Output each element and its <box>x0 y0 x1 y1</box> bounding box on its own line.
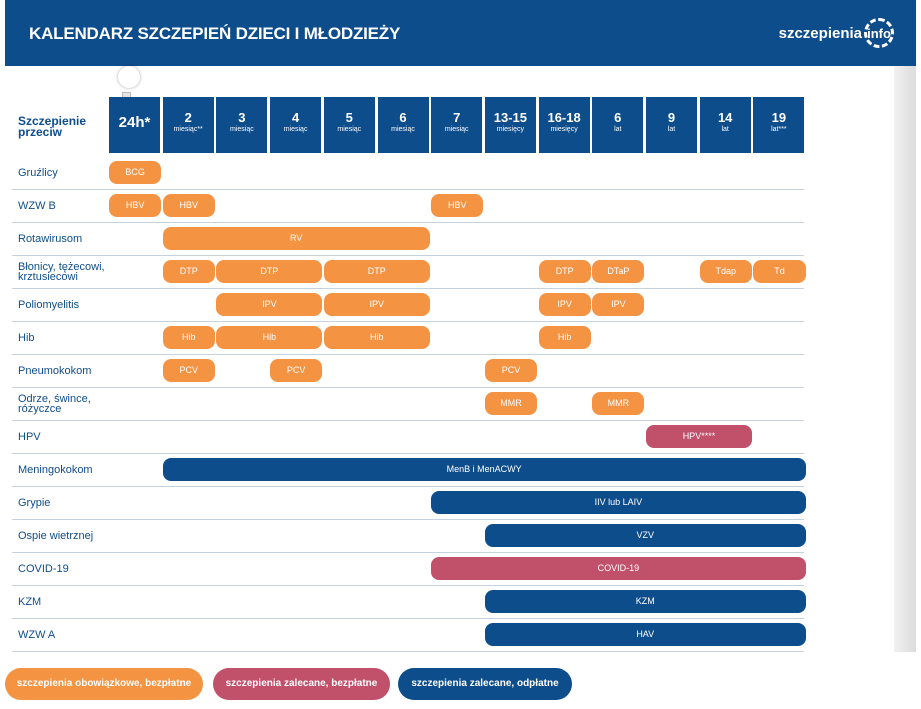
vaccine-row-label-line: krztusiecowi <box>18 271 78 283</box>
vaccine-dose-pill: DTaP <box>592 260 644 283</box>
vaccine-row-label-line: różyczce <box>18 403 62 415</box>
logo[interactable] <box>779 18 894 48</box>
row-divider <box>12 288 804 289</box>
age-value: 6 <box>399 110 407 125</box>
age-column-header <box>378 97 429 153</box>
age-value: 19 <box>771 110 787 125</box>
vaccine-dose-pill: Hib <box>216 326 322 349</box>
vaccine-row-label-line: Błonicy, tężecowi, <box>18 261 105 273</box>
age-column-header <box>163 97 214 153</box>
vaccine-dose-pill: DTP <box>216 260 322 283</box>
age-unit: miesiąc <box>337 126 362 133</box>
vaccine-row-label <box>18 432 41 442</box>
vaccine-row-label-line: Poliomyelitis <box>18 299 80 311</box>
age-column-header <box>270 97 321 153</box>
vaccine-dose-pill: Tdap <box>700 260 752 283</box>
vaccine-dose-pill: HPV**** <box>646 425 752 448</box>
row-divider <box>12 651 804 652</box>
vaccine-dose-pill: KZM <box>485 590 806 613</box>
age-column-header <box>700 97 751 153</box>
age-unit: miesiąc <box>444 126 469 133</box>
age-value: 9 <box>667 110 676 125</box>
vaccine-dose-pill: IPV <box>216 293 322 316</box>
page-header <box>5 0 916 66</box>
vaccine-dose-pill: DTP <box>163 260 215 283</box>
vaccine-dose-pill: IPV <box>539 293 591 316</box>
vaccine-row-label <box>18 394 91 414</box>
vaccine-row-label-line: WZW B <box>18 200 56 212</box>
vaccine-row-label <box>18 300 79 310</box>
vaccine-row-label-line: Odrze, śwince, <box>18 393 91 405</box>
vaccine-dose-pill: PCV <box>163 359 215 382</box>
row-divider <box>12 519 804 520</box>
vaccine-dose-pill: MMR <box>485 392 537 415</box>
age-column-header <box>324 97 375 153</box>
age-unit: miesiąc <box>391 126 415 133</box>
vaccine-dose-pill: HBV <box>163 194 215 217</box>
vaccine-dose-pill: IPV <box>592 293 644 316</box>
age-value: 4 <box>291 110 300 125</box>
age-unit: miesięcy <box>496 126 524 133</box>
age-value: 13-15 <box>493 110 528 125</box>
age-column-header <box>646 97 697 153</box>
vaccine-dose-pill: PCV <box>270 359 322 382</box>
vaccine-row-label-line: WZW A <box>18 629 56 641</box>
age-unit: lat <box>721 126 729 133</box>
age-value: 16-18 <box>547 110 581 125</box>
vaccine-dose-pill: PCV <box>485 359 537 382</box>
age-value: 5 <box>345 110 353 125</box>
vaccine-row-label-line: Meningokokom <box>18 464 93 476</box>
row-divider <box>12 321 804 322</box>
vaccine-dose-pill: HBV <box>109 194 161 217</box>
row-divider <box>12 453 804 454</box>
age-column-header <box>485 97 536 153</box>
vaccine-dose-pill: MenB i MenACWY <box>163 458 806 481</box>
vaccine-dose-pill: DTP <box>539 260 591 283</box>
age-value: 7 <box>453 110 461 125</box>
age-value: 24h* <box>118 114 151 131</box>
vaccine-row-label-line: Hib <box>18 332 35 344</box>
vaccine-row-label-line: COVID-19 <box>18 563 69 575</box>
age-unit: lat*** <box>771 126 787 133</box>
row-divider <box>12 189 804 190</box>
vaccine-dose-pill: RV <box>163 227 430 250</box>
age-value: 3 <box>238 110 246 125</box>
vaccine-dose-pill: Hib <box>324 326 430 349</box>
page-title: KALENDARZ SZCZEPIEŃ DZIECI I MŁODZIEŻY <box>29 24 401 43</box>
column-header <box>18 116 86 138</box>
age-value: 6 <box>614 110 622 125</box>
vaccine-row-label-line: Gruźlicy <box>18 167 58 179</box>
age-unit: miesiąc <box>230 126 254 133</box>
column-header-line-2: przeciw <box>18 125 63 139</box>
vaccine-dose-pill: Hib <box>163 326 215 349</box>
vaccine-row-label-line: Rotawirusom <box>18 233 83 245</box>
row-divider <box>12 420 804 421</box>
vaccine-row-label-line: KZM <box>18 596 42 608</box>
row-divider <box>12 552 804 553</box>
age-value: 2 <box>184 110 192 125</box>
vaccine-row-label <box>18 168 58 178</box>
age-column-header <box>216 97 267 153</box>
age-value: 14 <box>717 110 733 125</box>
age-unit: miesięcy <box>550 126 578 133</box>
age-column-header <box>539 97 590 153</box>
age-unit: miesiąc <box>283 126 308 133</box>
slider-knob[interactable] <box>118 66 140 88</box>
vaccine-dose-pill: DTP <box>324 260 430 283</box>
vaccine-dose-pill: BCG <box>109 161 161 184</box>
vaccine-row-label <box>18 201 56 211</box>
vaccine-row-label <box>18 262 105 282</box>
legend-item-orange: szczepienia obowiązkowe, bezpłatne <box>5 668 203 700</box>
column-header-line-1: Szczepienie <box>18 114 87 128</box>
vaccine-row-label <box>18 531 93 541</box>
vaccine-dose-pill: IPV <box>324 293 430 316</box>
vaccine-row-label-line: Grypie <box>18 497 51 509</box>
vaccine-row-label <box>18 366 91 376</box>
vaccine-dose-pill: IIV lub LAIV <box>431 491 805 514</box>
vaccine-dose-pill: MMR <box>592 392 644 415</box>
logo-ring-icon <box>864 18 894 48</box>
age-column-header <box>109 97 160 153</box>
age-unit: miesiąc** <box>173 126 203 133</box>
age-unit: lat <box>667 126 676 133</box>
row-divider <box>12 618 804 619</box>
row-divider <box>12 387 804 388</box>
vaccine-row-label-line: Ospie wietrznej <box>18 530 94 542</box>
age-column-header <box>592 97 643 153</box>
vaccine-row-label <box>18 333 35 343</box>
row-divider <box>12 486 804 487</box>
vaccine-row-label <box>18 498 50 508</box>
vaccine-row-label <box>18 234 82 244</box>
logo-suffix: info <box>867 25 891 41</box>
vaccine-dose-pill: COVID-19 <box>431 557 805 580</box>
row-divider <box>12 255 804 256</box>
vaccine-row-label-line: HPV <box>18 431 41 443</box>
vaccine-row-label <box>18 465 93 475</box>
vaccine-row-label <box>18 630 55 640</box>
row-divider <box>12 222 804 223</box>
age-unit: lat <box>614 126 622 133</box>
row-divider <box>12 354 804 355</box>
logo-word: szczepienia <box>778 24 862 42</box>
vaccine-row-label <box>18 564 69 574</box>
age-column-header <box>753 97 804 153</box>
vaccine-row-label-line: Pneumokokom <box>18 365 92 377</box>
vaccine-dose-pill: Td <box>753 260 805 283</box>
vaccine-dose-pill: VZV <box>485 524 806 547</box>
legend-item-rose: szczepienia zalecane, bezpłatne <box>213 668 390 700</box>
row-divider <box>12 585 804 586</box>
legend-item-navy: szczepienia zalecane, odpłatne <box>398 668 572 700</box>
vertical-scrollbar[interactable] <box>894 66 916 652</box>
vaccine-dose-pill: Hib <box>539 326 591 349</box>
age-column-header <box>431 97 482 153</box>
vaccine-row-label <box>18 597 41 607</box>
vaccine-dose-pill: HBV <box>431 194 483 217</box>
vaccine-dose-pill: HAV <box>485 623 806 646</box>
